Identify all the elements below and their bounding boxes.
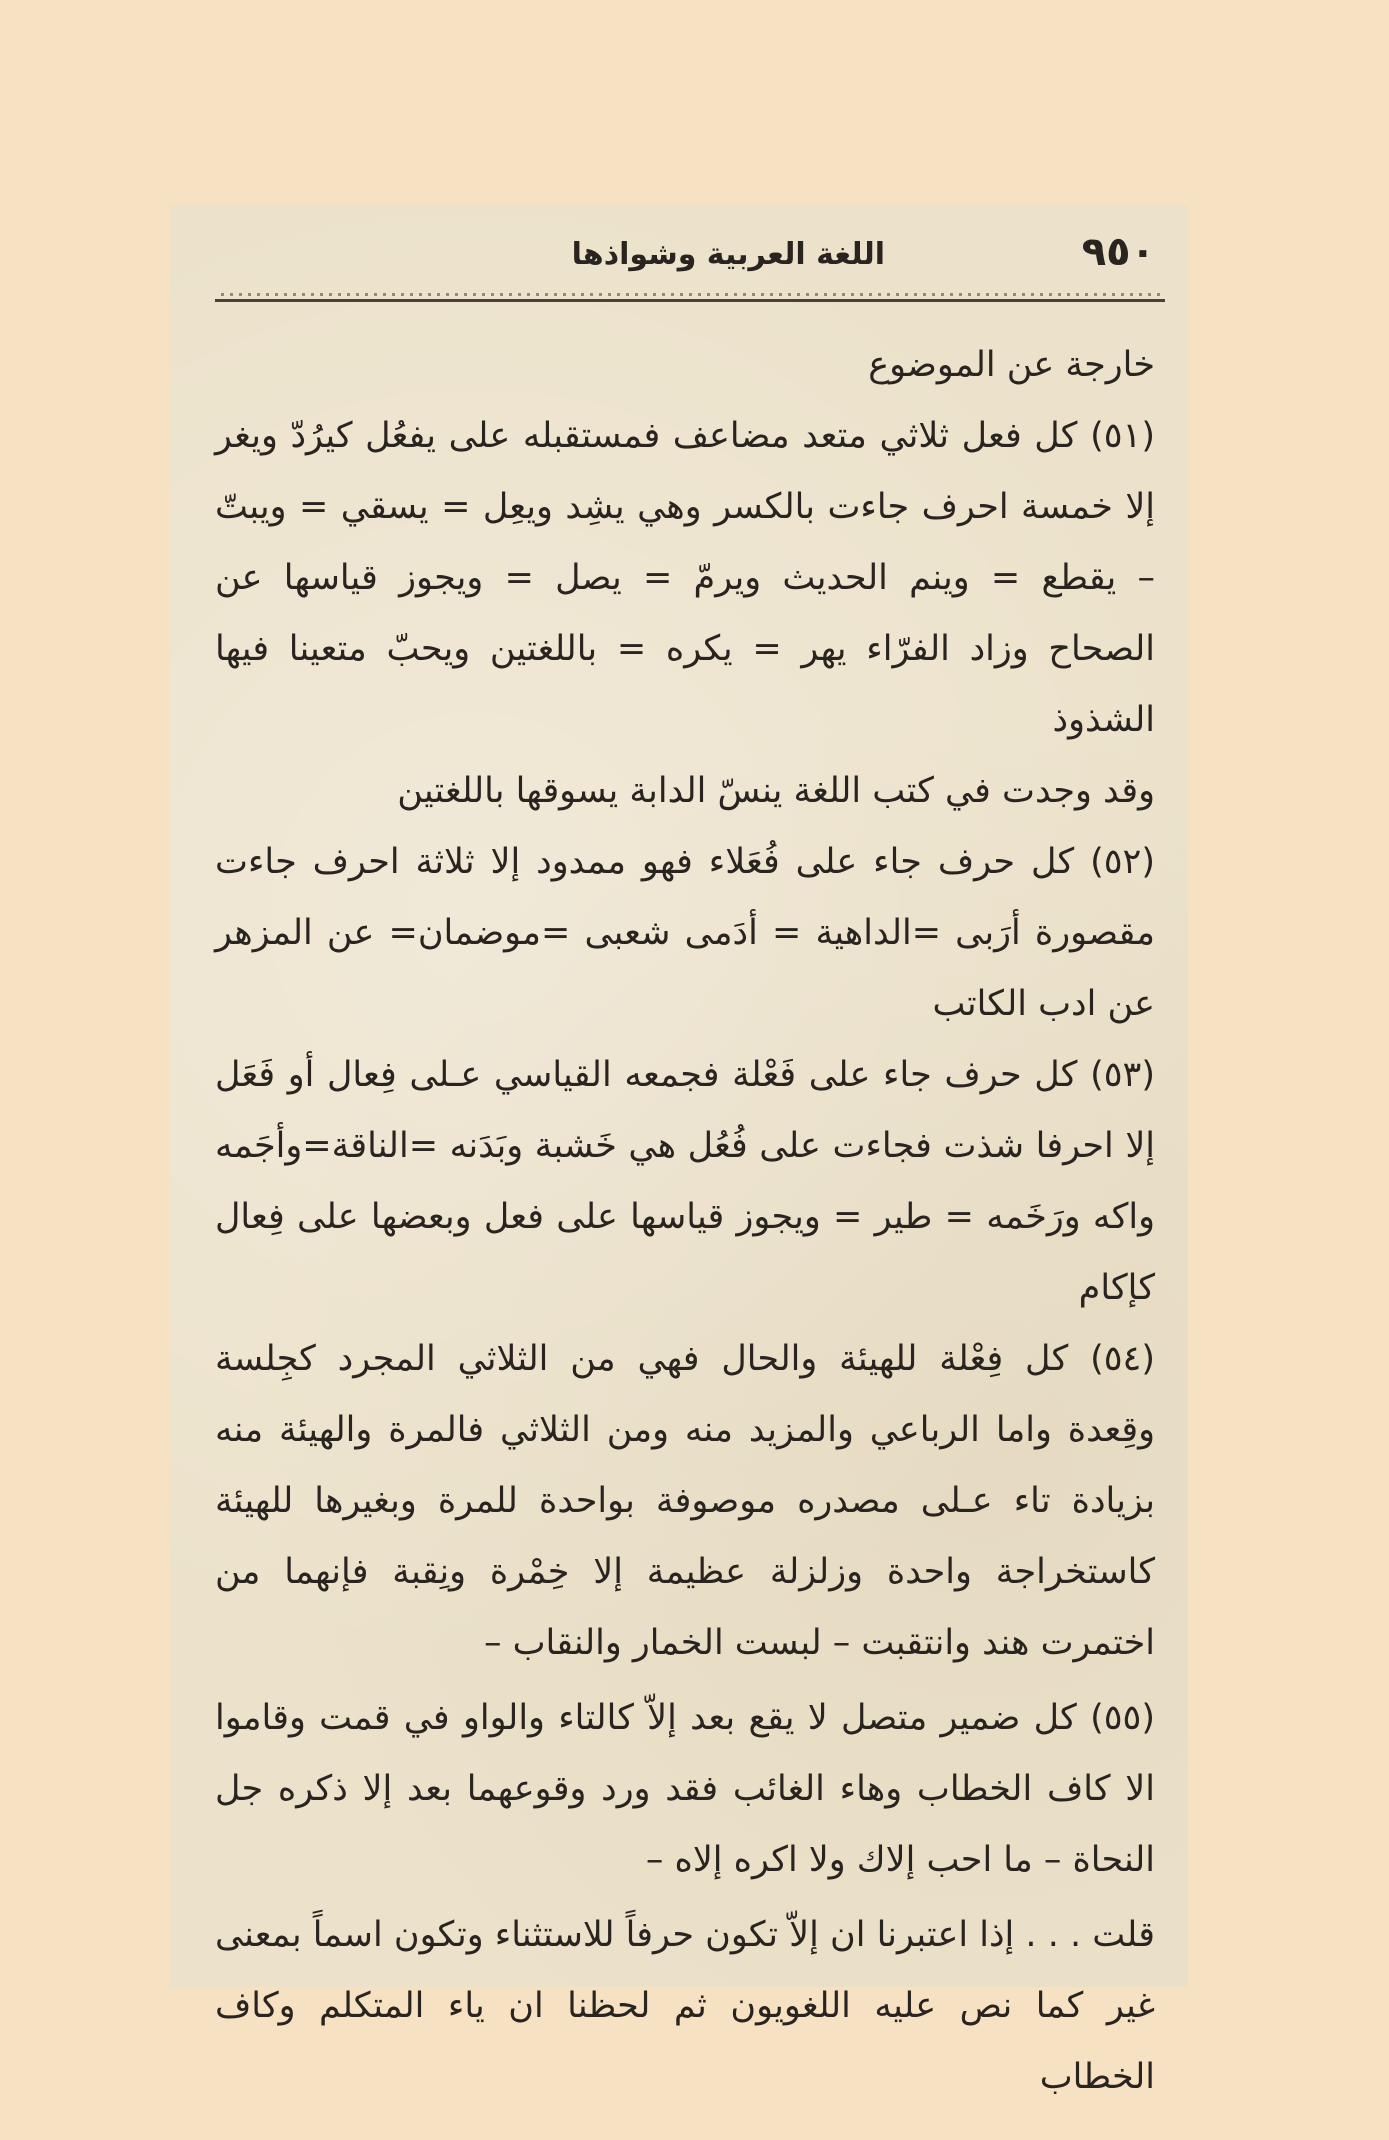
running-title: اللغة العربية وشواذها [571,237,885,272]
paragraph-52: (٥٢) كل حرف جاء على فُعَلاء فهو ممدود إلا ثلاثة احرف جاءت مقصورة أرَبى =الداهية = أدَمى شعبى =موضمان= عن المزهر عن ادب الكاتب [215,842,1155,1024]
paragraph-comment: قلت . . . إذا اعتبرنا ان إلاّ تكون حرفاً للاستثناء وتكون اسماً بمعنى غير كما نص عليه اللغويون ثم لحظنا ان ياء المتكلم وكاف الخطاب [215,1915,1155,2097]
paragraph-53: (٥٣) كل حرف جاء على فَعْلة فجمعه القياسي عـلى فِعال أو فَعَل إلا احرفا شذت فجاءت على فُعُل هي خَشبة وبَدَنه =الناقة=وأجَمه واكه ورَخَمه = طير = ويجوز قياسها على فعل وبعضها على فِعال كإكام [215,1055,1155,1308]
header-rule [215,289,1165,302]
page-body [215,215,1155,2113]
paragraph-55: (٥٥) كل ضمير متصل لا يقع بعد إلاّ كالتاء والواو في قمت وقاموا الا كاف الخطاب وهاء الغائب فقد ورد وقوعهما بعد إلا ذكره جل النحاة – ما احب إلاك ولا اكره إلاه – [215,1698,1155,1880]
running-header [215,225,1155,285]
paragraph-54: (٥٤) كل فِعْلة للهيئة والحال فهي من الثلاثي المجرد كجِلسة وقِعدة واما الرباعي والمزيد منه ومن الثلاثي فالمرة والهيئة منه بزيادة تاء عـلى مصدره موصوفة بواحدة للمرة وبغيرها للهيئة كاستخراجة واحدة وزلزلة عظيمة إلا خِمْرة ونِقبة فإنهما من اختمرت هند وانتقبت – لبست الخمار والنقاب – [215,1339,1155,1663]
page-number: ٩٥٠ [1081,229,1155,275]
paragraph-51-note: وقد وجدت في كتب اللغة ينسّ الدابة يسوقها باللغتين [397,771,1155,811]
paragraph-51: (٥١) كل فعل ثلاثي متعد مضاعف فمستقبله على يفعُل كيرُدّ ويغر إلا خمسة احرف جاءت بالكسر وهي يشِد ويعِل = يسقي = ويبتّ – يقطع = وينم الحديث ويرمّ = يصل = ويجوز قياسها عن الصحاح وزاد الفرّاء يهر = يكره = باللغتين ويحبّ متعينا فيها الشذوذ [215,416,1155,740]
paragraph-continuation: خارجة عن الموضوع [868,345,1155,385]
